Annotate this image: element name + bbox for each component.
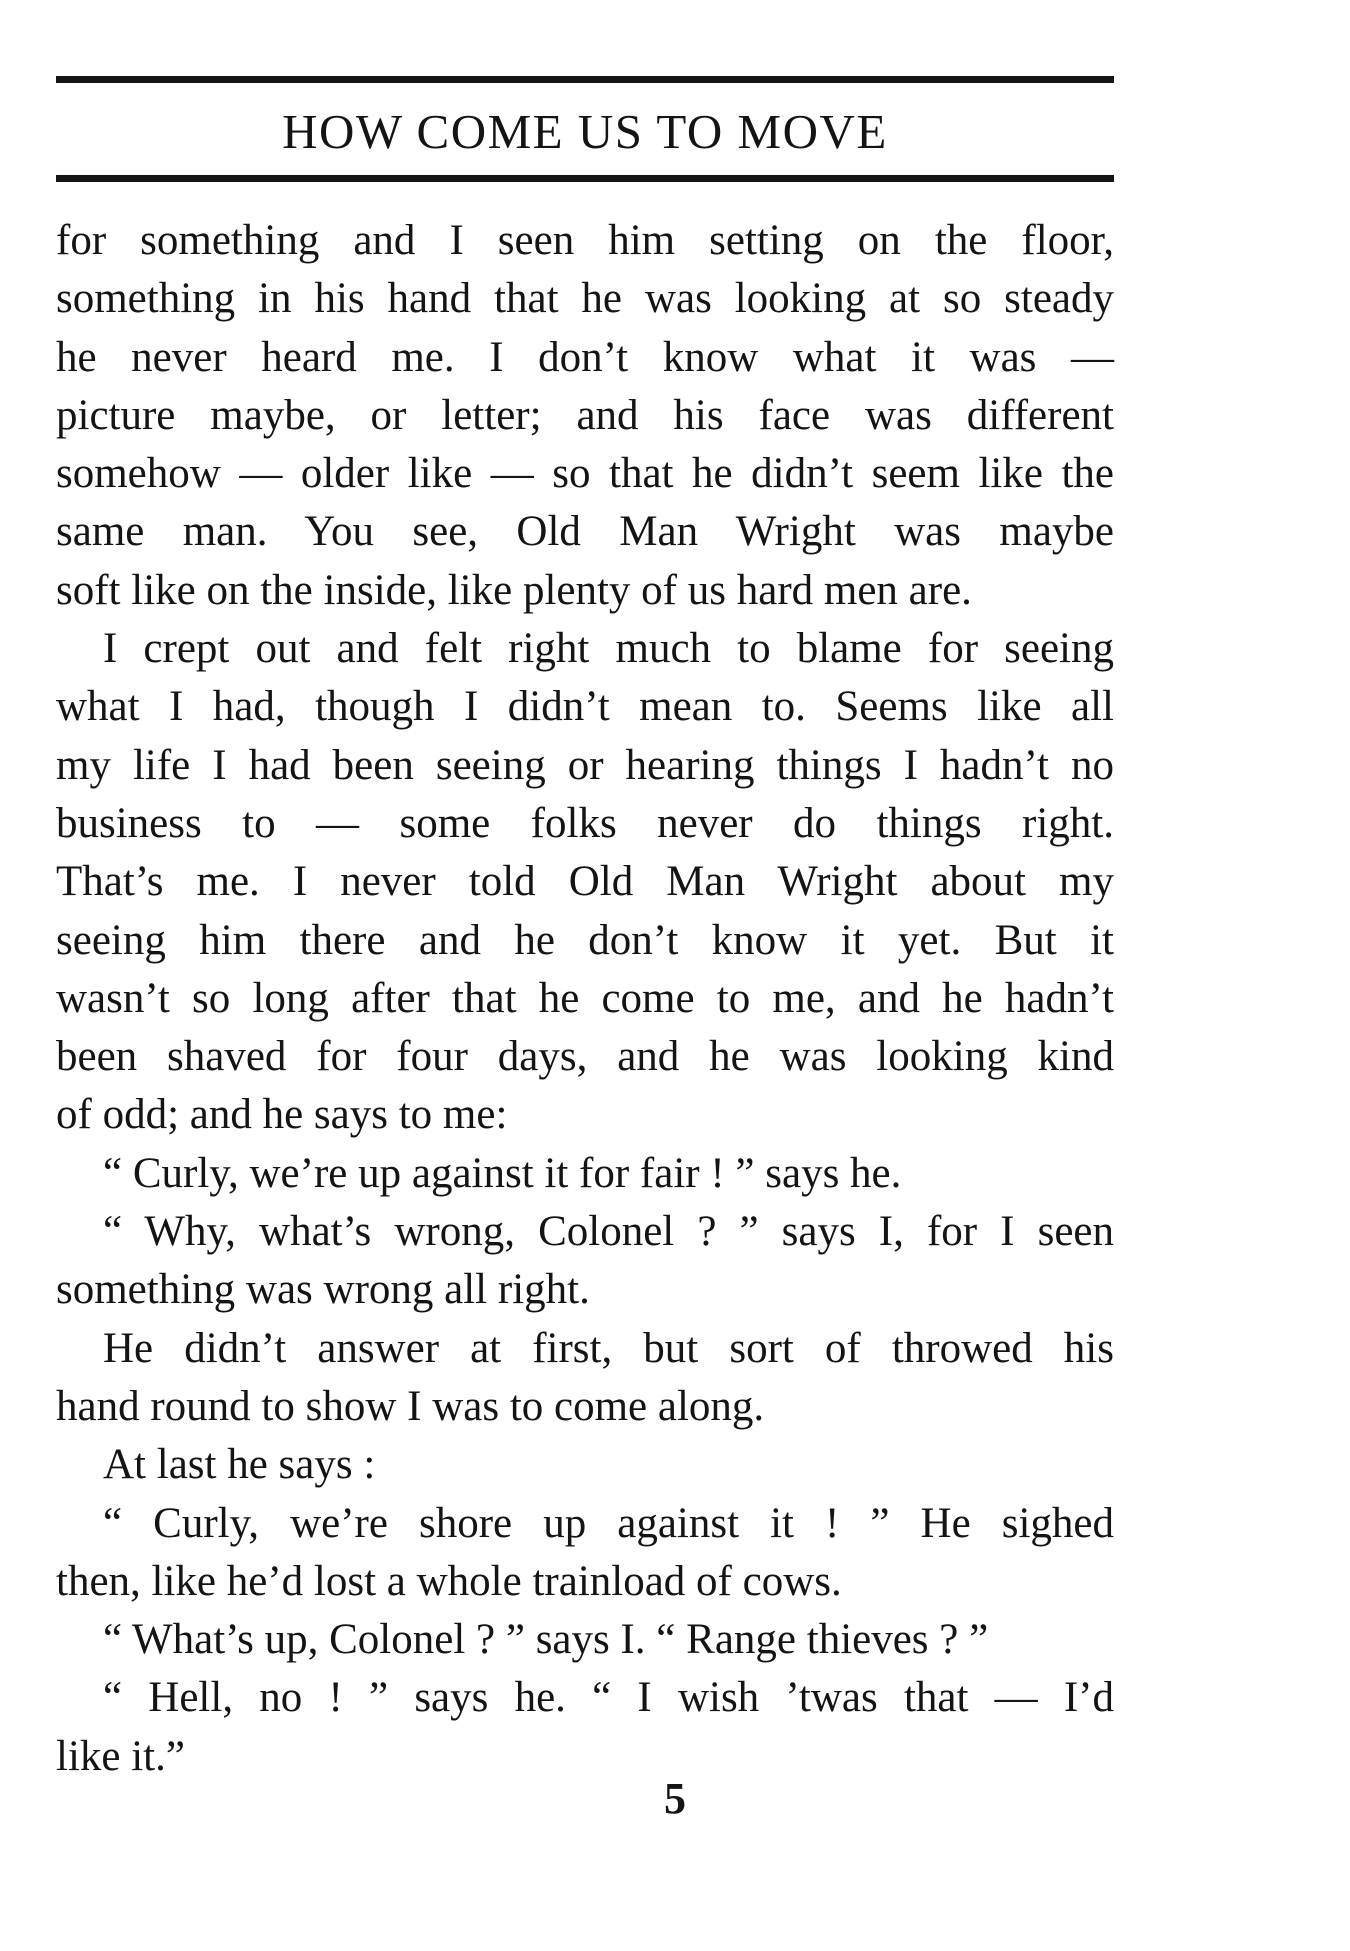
text-line: “ Why, what’s wrong, Colonel ? ” says I, for I seen <box>103 1208 1114 1256</box>
text-line: something was wrong all right. <box>56 1266 590 1314</box>
text-line: picture maybe, or letter; and his face was different <box>56 391 1114 439</box>
text-line: “ What’s up, Colonel ? ” says I. “ Range thieves ? ” <box>103 1616 989 1664</box>
text-line: like it.” <box>56 1732 185 1780</box>
text-line: he never heard me. I don’t know what it was — <box>56 333 1114 381</box>
text-line: business to — some folks never do things right. <box>56 799 1114 847</box>
text-line: hand round to show I was to come along. <box>56 1382 765 1430</box>
header-rule-top <box>56 76 1114 83</box>
text-line: same man. You see, Old Man Wright was maybe <box>56 508 1114 556</box>
text-line: what I had, though I didn’t mean to. Seems like all <box>56 683 1114 731</box>
paragraph <box>56 1669 1114 1786</box>
header-rule-bottom <box>56 175 1114 182</box>
text-line: been shaved for four days, and he was looking kind <box>56 1033 1114 1081</box>
book-page <box>56 76 1114 1786</box>
text-line: soft like on the inside, like plenty of us hard men are. <box>56 566 972 614</box>
text-line: for something and I seen him setting on the floor, <box>56 217 1114 264</box>
text-line: somehow — older like — so that he didn’t seem like the <box>56 450 1114 498</box>
text-line: That’s me. I never told Old Man Wright about my <box>56 858 1114 906</box>
paragraph <box>56 620 1114 1145</box>
text-line: then, like he’d lost a whole trainload of cows. <box>56 1557 842 1605</box>
text-line: something in his hand that he was looking at so steady <box>56 275 1114 323</box>
paragraph <box>56 212 1114 620</box>
text-line: I crept out and felt right much to blame for seeing <box>103 625 1114 673</box>
running-head: HOW COME US TO MOVE <box>282 104 888 159</box>
paragraph <box>56 1611 1114 1669</box>
paragraph <box>56 1203 1114 1320</box>
text-line: “ Curly, we’re up against it for fair ! ” says he. <box>103 1149 902 1197</box>
text-line: At last he says : <box>103 1441 376 1489</box>
paragraph <box>56 1320 1114 1437</box>
text-line: of odd; and he says to me: <box>56 1091 508 1139</box>
text-line: seeing him there and he don’t know it yet. But it <box>56 916 1114 964</box>
paragraph <box>56 1436 1114 1494</box>
paragraph <box>56 1145 1114 1203</box>
text-line: my life I had been seeing or hearing things I hadn’t no <box>56 741 1114 789</box>
text-line: He didn’t answer at first, but sort of throwed his <box>103 1324 1114 1372</box>
body-text <box>56 212 1114 1786</box>
page-number: 5 <box>664 1774 686 1823</box>
text-line: “ Curly, we’re shore up against it ! ” He sighed <box>103 1499 1114 1547</box>
text-line: “ Hell, no ! ” says he. “ I wish ’twas that — I’d <box>103 1674 1114 1722</box>
text-line: wasn’t so long after that he come to me, and he hadn’t <box>56 974 1114 1022</box>
paragraph <box>56 1495 1114 1612</box>
